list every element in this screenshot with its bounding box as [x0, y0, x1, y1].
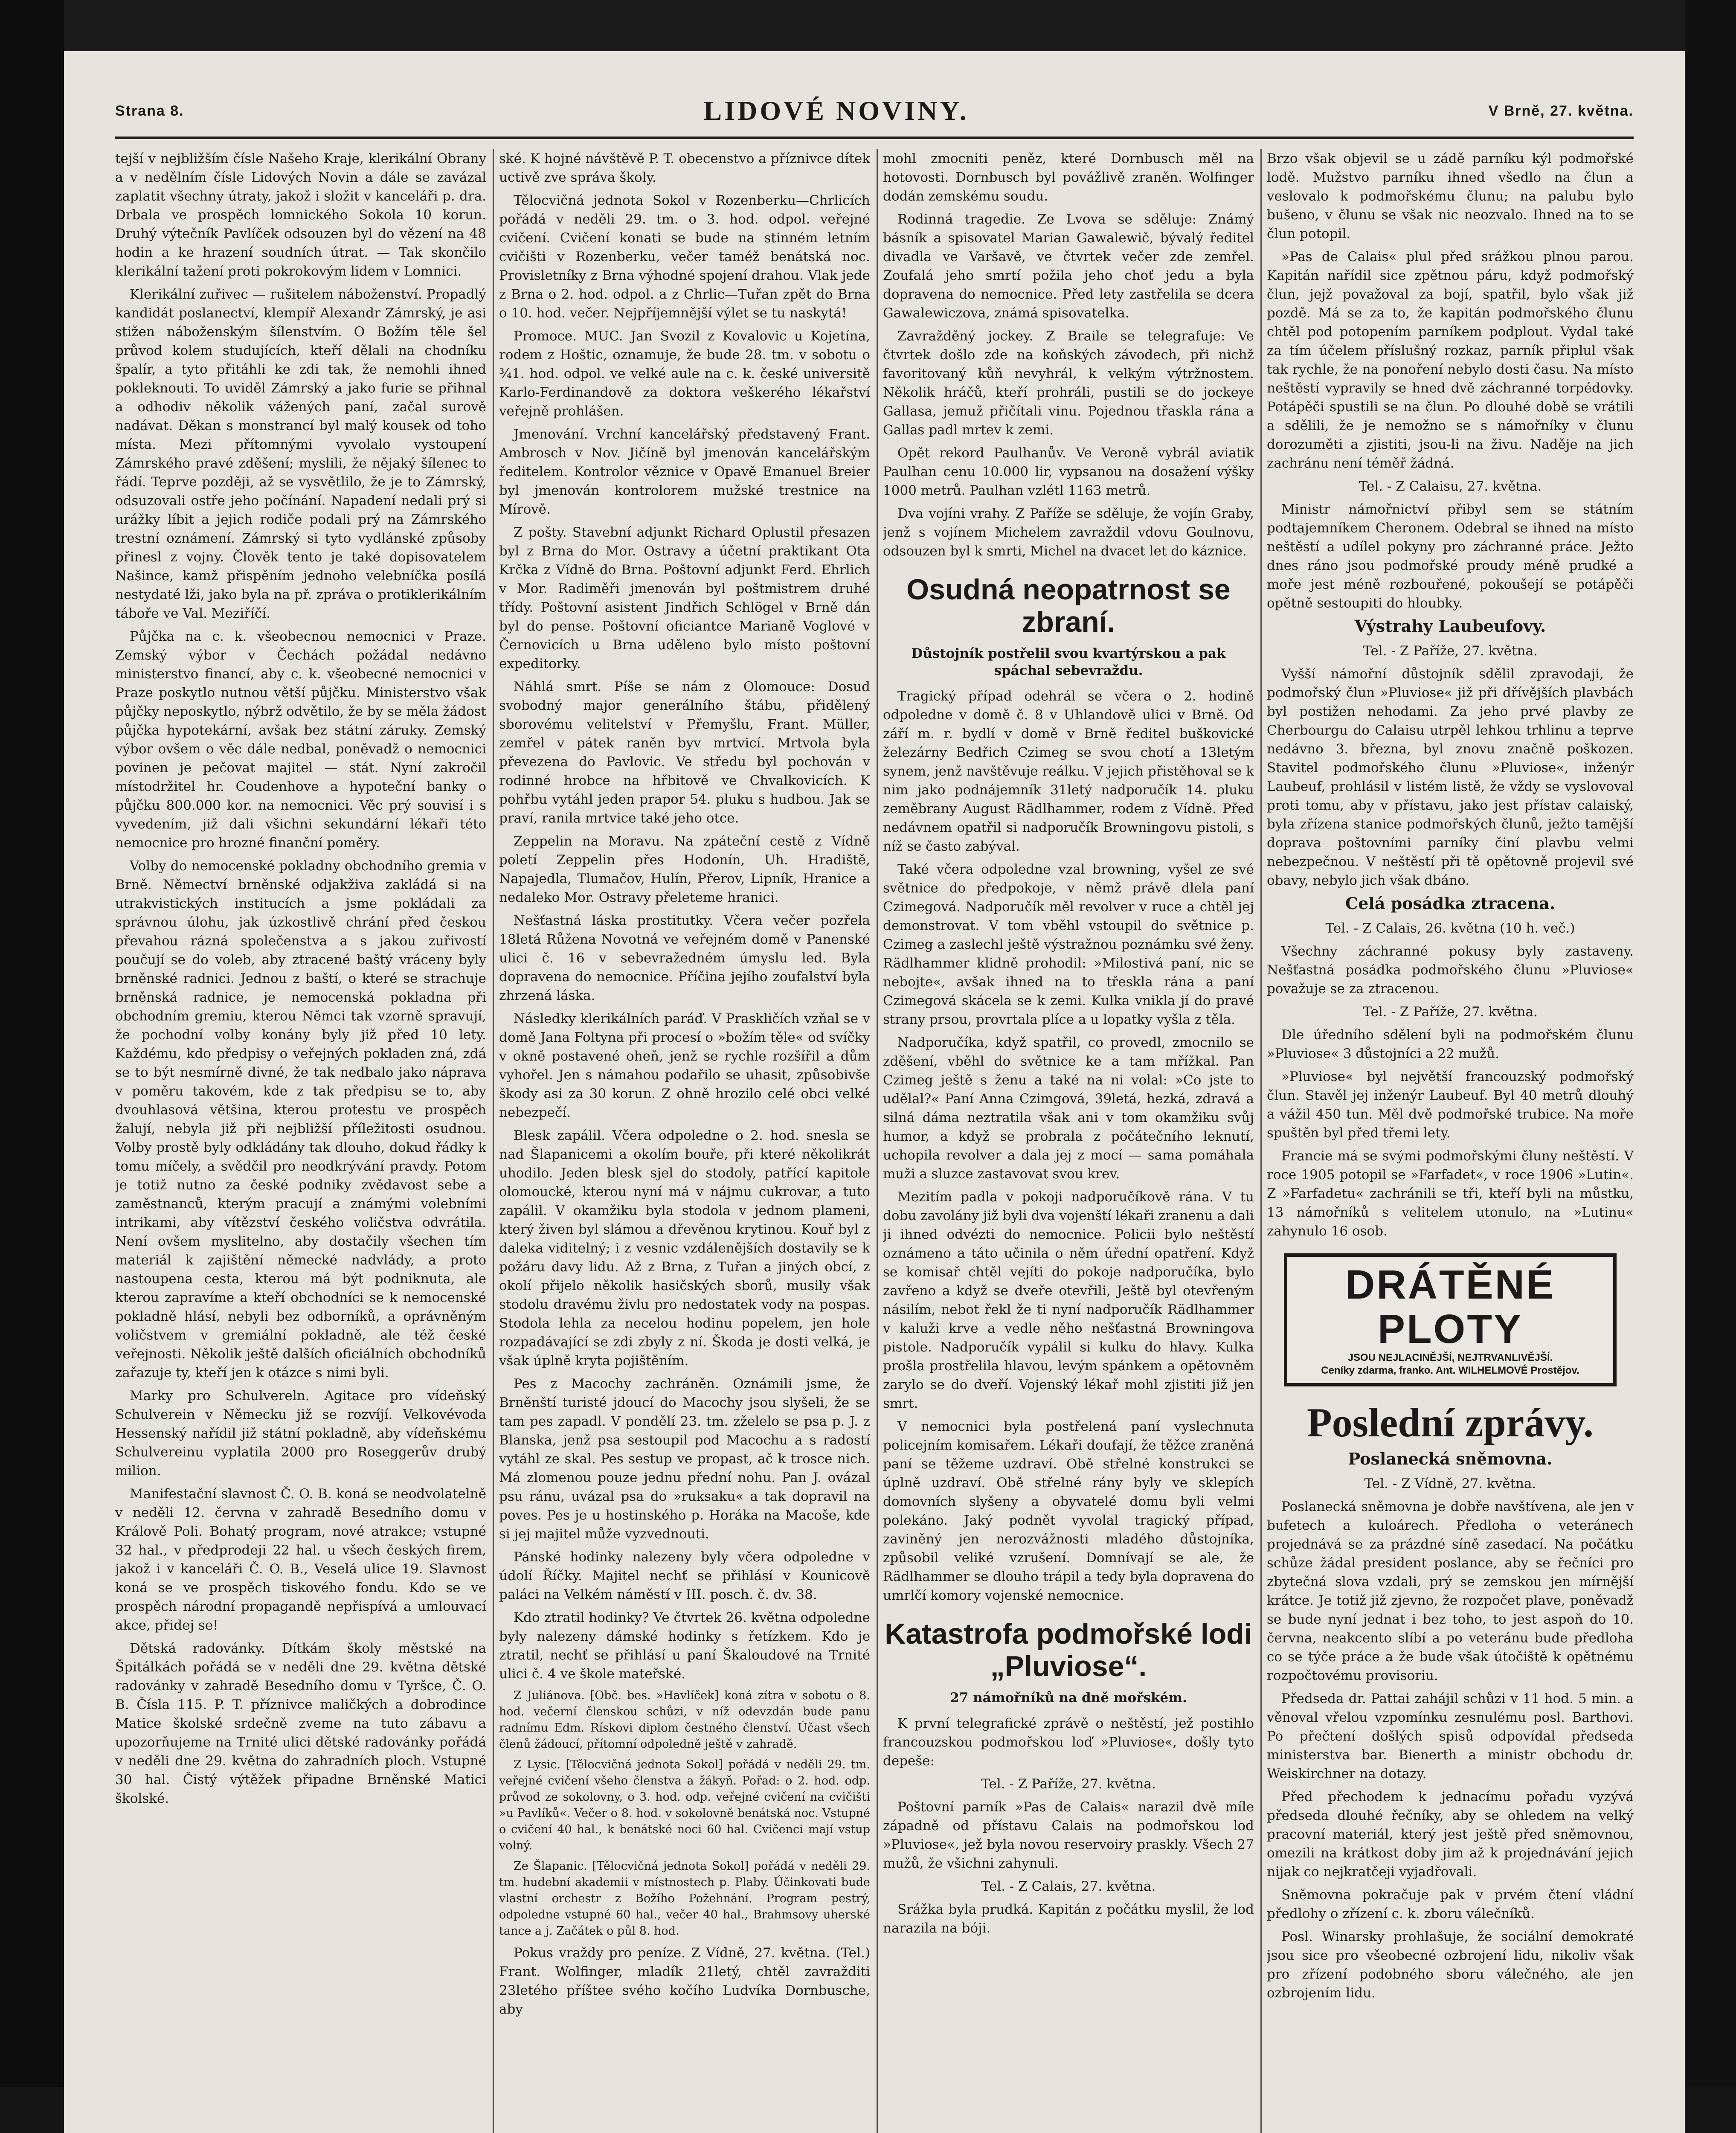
article-paragraph: Pánské hodinky nalezeny byly včera odpoledne v údolí Říčky. Majitel nechť se přihlásí v Kounicově paláci na Velkém náměstí v III. posch. č. dv. 38. [499, 1549, 870, 1602]
column-rule [877, 149, 878, 2133]
article-paragraph: Také včera odpoledne vzal browning, vyšel ze své světnice do předpokoje, v němž právě dlela paní Czimegová. Nadporučík měl revolver v ruce a chtěl jej demonstrovat. V tom vběhl vstoupil do světnice p. Czimeg a zaslechl ještě výstražnou poznámku své ženy. Rädlhammer klidně prohodil: »Milostivá paní, nic se nebojte«, avšak ihned na to třeskla rána a paní Czimegová skácela se k zemi. Kulka vnikla jí do pravé strany prsou, provrtala plíce a u lopatky vyšla z těla. [883, 862, 1254, 1027]
newspaper-title: LIDOVÉ NOVINY. [703, 96, 969, 126]
issue-date: V Brně, 27. května. [1488, 102, 1634, 119]
column-1 [115, 149, 486, 2133]
article-section-title: Výstrahy Laubeufovy. [1354, 616, 1546, 636]
article-paragraph: V nemocnici byla postřelená paní vyslechnuta policejním komisařem. Lékaři doufají, že těžce zraněná paní se těžeme uzdraví. Obě střelné konstrukci se úplně uzdraví. Obě střelné rány byly ve sklepích domovních slyšeny a obyvatelé domu byli velmi polekáno. Jaký podnět vyvolal tragický případ, zaviněný jen nerozvážnosti mladého důstojníka, způsobil veliké vzrušení. Domnívají se ale, že Rädlhammer se dlouho trápil a tedy byla dopravena do umrlčí komory vojenské nemocnice. [883, 1419, 1254, 1603]
article-headline: Osudná neopatrnost se zbraní. [906, 573, 1231, 638]
article-paragraph: Zeppelin na Moravu. Na zpáteční cestě z Vídně poletí Zeppelin přes Hodonín, Uh. Hradiště, Napajedla, Tlumačov, Hulín, Přerov, Lipník, Hranice a nedaleko Mor. Ostravy přeleteme hranici. [499, 834, 870, 905]
article-paragraph: Dle úředního sdělení byli na podmořském člunu »Pluviose« 3 důstojníci a 22 mužů. [1267, 1027, 1634, 1061]
article-paragraph: Francie má se svými podmořskými čluny neštěstí. V roce 1905 potopil se »Farfadet«, v roce 1906 »Lutin«. Z »Farfadetu« zachránili se tři, kteří byli na můstku, 13 námořníků s velitelem utonulo, na »Lutinu« zahynulo 16 osob. [1267, 1148, 1634, 1239]
article-paragraph: Tel. - Z Paříže, 27. května. [1363, 1004, 1538, 1020]
article-paragraph: Brzo však objevil se u zádě parníku kýl podmořské lodě. Mužstvo parníku ihned všedlo na člun a veslovalo k podmořskému člunu; na palubu bylo bušeno, v člunu se však nic neozvalo. Ihned na to se člun potopil. [1267, 151, 1634, 241]
article-paragraph: Manifestační slavnost Č. O. B. koná se neodvolatelně v neděli 12. června v zahradě Besedního domu v Králově Poli. Bohatý program, nové atrakce; vstupné 32 hal., v předprodeji 22 hal. u všech českých firem, jakož i v kanceláři Č. O. B., Veselá ulice 19. Slavnost koná se ve prospěch tiskového fondu. Kdo se ve prospěch národní propagandě nepřispívá a umlouvací akce, přidej se! [115, 1486, 486, 1633]
article-paragraph: Promoce. MUC. Jan Svozil z Kovalovic u Kojetína, rodem z Hoštic, oznamuje, že bude 28. tm. v sobotu o ¾1. hod. odpol. ve velké aule na c. k. české universitě Karlo-Ferdinandově za doktora veškerého lékařství veřejně prohlášen. [499, 328, 870, 419]
page-number: Strana 8. [115, 102, 184, 119]
article-paragraph: Rodinná tragedie. Ze Lvova se sděluje: Známý básník a spisovatel Marian Gawalewič, bývalý ředitel divadla ve Varšavě, ve čtvrtek večer zde zemřel. Zoufalá jeho smrtí požila jeho choť jedu a byla dopravena do nemocnice. Před lety zastřelila se dcera Gawalewiczova, známá spisovatelka. [883, 212, 1254, 321]
article-subheadline: Důstojník postřelil svou kvartýrskou a pak spáchal sebevraždu. [911, 646, 1226, 678]
column-rule [493, 149, 494, 2133]
article-paragraph: Před přechodem k jednacímu pořadu vyzývá předseda dlouhé řečníky, aby se ohledem na velký pracovní materiál, který jest ještě před sněmovnou, omezili na krátkost doby jim až k projednávání jejich nijak co nejkratčeji vyjadřovali. [1267, 1789, 1634, 1880]
article-paragraph: Pes z Macochy zachráněn. Oznámili jsme, že Brněnští turisté jdoucí do Macochy jsou slyšeli, že se tam pes zapadl. V pondělí 23. tm. zželelo se psa p. J. z Blanska, jenž psa sestoupil pod Macochu a s radostí vytáhl ze skal. Pes sestup ve propast, ač k trosce nich. Má zlomenou pouze jednu přední nohu. Pan J. ovázal psu ránu, uvázal psa do »ruksaku« a tak dopravil na poves. Pes je u hostinského p. Horáka na Macoše, kde si jej majitel může vyzvednouti. [499, 1376, 870, 1542]
columns [115, 149, 1634, 2133]
article-paragraph: Jmenování. Vrchní kancelářský představený Frant. Ambrosch v Nov. Jičíně byl jmenován kancelářským ředitelem. Kontrolor věznice v Opavě Emanuel Breier byl jmenován kontrolorem mužské trestnice na Mírově. [499, 427, 870, 517]
article-paragraph: Vyšší námořní důstojník sdělil zpravodaji, že podmořský člun »Pluviose« již při dřívějších plavbách byl postižen nehodami. Za jeho prvé plavby ze Cherbourgu do Calaisu utrpěl lehkou trhlinu a teprve nedávno 3. března, byl znovu značně poškozen. Stavitel podmořského člunu »Pluviose«, inženýr Laubeuf, prohlásil v listém listě, že vždy se vyslovoval proti tomu, aby v přístavu, jako jest přístav calaiský, byla zřízena stanice podmořských člunů, ježto tamější doprava poštovními parníky činí plavbu velmi nebezpečnou. V neštěstí při tě opětovně projevil své obavy, nebylo jich však dbáno. [1267, 666, 1634, 888]
article-paragraph: Pokus vraždy pro peníze. Z Vídně, 27. května. (Tel.) Frant. Wolfinger, mladík 21letý, chtěl zavražditi 23letého příštee svého kočího Ludvíka Dornbusche, aby [499, 1945, 870, 2017]
article-paragraph: Z Juliánova. [Obč. bes. »Havlíček] koná zítra v sobotu o 8. hod. večerní členskou schůzi, v níž odevzdán bude panu radnímu Edm. Rískovi diplom čestného členství. Účast všech členů žádoucí, přítomní odpoledně ještě v zahradě. [499, 1689, 870, 1751]
ad-tagline: JSOU NEJLACINĚJŠÍ, NEJTRVANLIVĚJŠÍ. [1347, 1352, 1553, 1363]
article-paragraph: Ze Šlapanic. [Tělocvičná jednota Sokol] pořádá v neděli 29. tm. hudební akademii v místnostech p. Plaby. Účinkovati bude vlastní orchestr z Božího Požehnání. Program pestrý, odpoledne vstupné 60 hal., večer 40 hal., Brahmsovy uherské tance a j. Začátek o půl 8. hod. [499, 1860, 870, 1938]
article-paragraph: Nešťastná láska prostitutky. Včera večer pozřela 18letá Růžena Novotná ve veřejném domě v Panenské ulici č. 16 v sebevražedném úmyslu led. Byla dopravena do nemocnice. Příčina jejího zoufalství byla zhrzená láska. [499, 913, 870, 1003]
article-paragraph: Z Lysic. [Tělocvičná jednota Sokol] pořádá v neděli 29. tm. veřejné cvičení všeho členstva a žákyň. Pořad: o 2. hod. odp. průvod ze sokolovny, o 3. hod. odp. veřejné cvičení na cvičišti »u Pavlíků«. Večer o 8. hod. v sokolovně benátská noc. Vstupné o cvičení 40 hal., k benátské noci 60 hal. Cvičenci mají vstup volný. [499, 1758, 870, 1852]
article-paragraph: Kdo ztratil hodinky? Ve čtvrtek 26. května odpoledne byly nalezeny dámské hodinky s řetízkem. Kdo je ztratil, nechť se přihlásí u paní Škaloudové na Trnité ulici č. 4 ve škole mateřské. [499, 1610, 870, 1682]
ad-contact: Ceníky zdarma, franko. Ant. WILHELMOVÉ Prostějov. [1321, 1365, 1579, 1376]
article-paragraph: Opět rekord Paulhanův. Ve Veroně vybrál aviatik Paulhan cenu 10.000 lir, vypsanou na dosažení výšky 1000 metrů. Paulhan vzlétl 1163 metrů. [883, 445, 1254, 498]
article-paragraph: Z pošty. Stavební adjunkt Richard Oplustil přesazen byl z Brna do Mor. Ostravy a účetní praktikant Ota Krčka z Vídně do Brna. Poštovní adjunkt Ferd. Ehrlich v Mor. Radiměři jmenován byl poštmistrem druhé třídy. Poštovní asistent Jindřich Schlögel v Brně dán byl do pense. Poštovní oficiantce Marianě Voglové v Černovicích u Brna uděleno bylo místo poštovní expeditorky. [499, 525, 870, 671]
article-paragraph: Tragický případ odehrál se včera o 2. hodině odpoledne v domě č. 8 v Uhlandově ulici v Brně. Od září m. r. bydlí v domě v Brně ředitel buškovické železárny Bedřich Czimeg se svou chotí a 13letým synem, jenž navštěvuje reálku. V jejich přistěhoval se k nim jako podnájemník 31letý nadporučík 14. pluku zeměbrany August Rädlhammer, rodem z Vídně. Před nedávnem opatřil si nadporučík Browningovu pistoli, s níž se často zabýval. [883, 689, 1254, 854]
newspaper-page [64, 51, 1685, 2133]
scan-border-right [1685, 0, 1736, 2133]
article-paragraph: Mezitím padla v pokoji nadporučíkově rána. V tu dobu zavolány již byli dva vojenští lékaři zranenu a dali ji ihned odvézti do nemocnice. Policii bylo neštěstí oznámeno a táto učinila o něm úřední opatření. Když se komisař chtěl vejíti do pokoje nadporučíka, bylo zavřeno a když se dveře otevřili, Ještě byl otevřeným násilím, nebot řekl že ti nyní nadporučík Rädlhammer v kaluži krve a vedle něho nešťastná Browningova pistole. Nadporučík vypálil si kulku do hlavy. Kulka prošla prostřelila hlavou, levým spánkem a opětovněm zarylo se do dveří. Vojenský lékař mohl zjistiti již jen smrt. [883, 1189, 1254, 1411]
article-paragraph: K první telegrafické zprávě o neštěstí, jež postihlo francouzskou podmořskou loď »Pluviose«, došly tyto depeše: [883, 1716, 1254, 1769]
article-paragraph: Poslanecká sněmovna je dobře navštívena, ale jen v bufetech a kuloárech. Předloha o veteránech projednává se za prázdné síně zasedací. Na počátku schůze žádal president poslance, aby se řečníci pro zbytečná slova vzdali, prý se zemskou jen mírnější krátce. Je totiž již zjevno, že rozpočet plave, poněvadž se bude nyní jednat i bez toho, to jest aspoň do 10. června, neakcento slíbí a po veteránu bude předloha co se týče práce a že bude však útočiště k opětnému rozpočtovému provisoriu. [1267, 1499, 1634, 1683]
column-rule [1260, 149, 1262, 2133]
section-headline: Poslední zprávy. [1306, 1400, 1594, 1445]
column-4 [1267, 149, 1634, 2133]
article-paragraph: Předseda dr. Pattai zahájil schůzi v 11 hod. 5 min. a věnoval vřelou vzpomínku zesnulému posl. Barthovi. Po přečtení došlých spisů odpovídal předseda ministerstva bar. Bienerth a ministr obchodu dr. Weiskirchner na dotazy. [1267, 1691, 1634, 1781]
article-paragraph: Volby do nemocenské pokladny obchodního gremia v Brně. Němectví brněnské odjakživa zakládá si na utrakvistických institucích a jsme pokládali za správnou úlohu, jak úzkostlivě chrání před českou převahou rázná společenstva a s jakou zuřivostí poučují se do voleb, aby ztracené baštý vráceny byly brněnské radnici. Jednou z baští, o které se strachuje brněnská radnice, je nemocenská pokladna při obchodním gremiu, kterou Němci tak vzorně spravují, že pochodní volby konány byly již před 10 lety. Každému, kdo předpisy o veřejných pokladen zná, zdá se to být nesmírně divné, že tak nedbalo jako náprava v poměru takovém, kde z tak předpisu se to, aby dvouhlasová většina, kterou protestu ve prospěch žalují, nebyla již při nejbližší příležitosti osudnou. Volby prostě byly odkládány tak dlouho, dokud řádky k tomu míčely, a svědčil pro neodkrývání pravdy. Potom je totiž nutno za české podniky zvědavost sebe a zaměstnanců, kterým pracují a známými volebními intrikami, aby vítězství českého voličstva odvrátila. Není ovšem myslitelno, aby dostačily všechen tím materiál k zajištění německé nadvlády, a proto nastoupena cesta, kterou má být podniknuta, ale kterou zapravíme a kteří obchodníci se k nemocenské pokladně hlásí, nebyli bez odborníků, a oprávněným voličstvem v gremiální pokladně, ale též české veřejnosti. Několik ještě dalších oficiálních obchodníků zařazuje ty, kteří jen k otázce s nimi byli. [115, 858, 486, 1380]
article-paragraph: Tělocvičná jednota Sokol v Rozenberku—Chrlicích pořádá v neděli 29. tm. o 3. hod. odpol. veřejné cvičení. Cvičení konati se bude na stinném letním cvičišti v Rozenberku, večer taméž benátská noc. Provisletníky z Brna výhodné spojení drahou. Vlak jede z Brna o 2. hod. odpol. a z Chrlic—Tuřan zpět do Brna o 10. hod. večer. Nejpříjemnější výlet se tu naskytá! [499, 193, 870, 321]
article-subheadline: 27 námořníků na dně mořském. [950, 1690, 1187, 1706]
article-paragraph: Tel. - Z Calais, 27. května. [981, 1879, 1156, 1894]
article-paragraph: Poštovní parník »Pas de Calais« narazil dvě míle západně od přístavu Calais na podmořskou loď »Pluviose«, jež byla novou reservoiry praskly. Všech 27 mužů, že všichni zahynuli. [883, 1799, 1254, 1871]
article-paragraph: Půjčka na c. k. všeobecnou nemocnici v Praze. Zemský výbor v Čechách požádal nedávno ministerstvo financí, aby c. k. všeobecné nemocnici v Praze poskytlo nutnou větší půjčku. Ministerstvo však půjčky neposkytlo, nýbrž odvětilo, že by se měla žádost půjčka hypotekární, avšak bez státní záruky. Zemský výbor ovšem o věc dále nedbal, poněvadž o nemocnici povinen je pečovat majitel — stát. Nyní zakročil místodržitel hr. Coudenhove a hypoteční banky o půjčku 800.000 kor. na nemocnici. Věc prý souvisí i s vyvedením, již dali všichni sekundární lékaři této nemocnice pro hrozné finanční poměry. [115, 629, 486, 851]
article-paragraph: Tel. - Z Calaisu, 27. května. [1359, 479, 1542, 494]
article-paragraph: Dětská radovánky. Dítkám školy městské na Špitálkách pořádá se v neděli dne 29. května dětské radovánky v zahradě Besedního domu v Tyršce, Č. O. B. Čísla 115. P. T. příznivce maličkých a dobrodince Matice školské srdečně zveme na tuto zábavu a upozorňujeme na Trnité ulici dětské radovánky pořádá v neděli dne 29. května do zahradních ploch. Vstupné 30 hal. Čistý výtěžek připadne Brněnské Matici školské. [115, 1641, 486, 1806]
article-section-title: Poslanecká sněmovna. [1348, 1449, 1553, 1468]
article-paragraph: tejší v nejbližším čísle Našeho Kraje, klerikální Obrany a v nedělním čísle Lidových Novin a dále se zavázal zaplatit všechny útraty, jakož i složit v kanceláři p. dra. Drbala ve prospěch lomnického Sokola 10 korun. Druhý výtečník Pavlíček odsouzen byl do vězení na 48 hodin a ke hrazení soudních útrat. — Tak skončilo klerikální tažení proti pokrokovým lidem v Lomnici. [115, 151, 486, 279]
article-paragraph: Tel. - Z Vídně, 27. května. [1364, 1476, 1536, 1491]
article-paragraph: Marky pro Schulvereln. Agitace pro vídeňský Schulverein v Německu již se rozvíjí. Velkovévoda Hessenský nařídil již státní pokladně, aby vídeňskému Schulvereinu vyplatila 2000 pro Roseggerův drubý milion. [115, 1388, 486, 1479]
article-paragraph: Náhlá smrt. Píše se nám z Olomouce: Dosud svobodný major generálního štábu, přidělený sborovému velitelství v Přemyšlu, Frant. Müller, zemřel v pátek raněn byv mrtvicí. Mrtvola byla převezena do Pavlovic. Ve středu byl pochován v rodinné hrobce na hřbitově ve Chvalkovicích. K pohřbu vytáhl jeden prapor 54. pluku s hudbou. Jak se praví, ranila mrtvice také jeho otce. [499, 679, 870, 826]
article-paragraph: Všechny záchranné pokusy byly zastaveny. Nešťastná posádka podmořského člunu »Pluviose« považuje se za ztracenou. [1267, 944, 1634, 997]
article-paragraph: Tel. - Z Paříže, 27. května. [1363, 643, 1538, 659]
article-paragraph: Klerikální zuřivec — rušitelem náboženství. Propadlý kandidát poslanectví, klempíř Alexandr Zámrský, je asi stižen náboženským šílenstvím. O Božím těle šel průvod kolem studujících, kteří dělali na chodníku špalír, a tyto přitáhli ke zdi tak, že nemohli ihned pokleknouti. To uviděl Zámrský a jako furie se přihnal a odhodiv několik vážených paní, začal surově nadávat. Děkan s monstrancí byl malý kousek od toho místa. Mezi přítomnými vyvolalo vystoupení Zámrského pravé zděšení; myslili, že nějaký šílenec to řádí. Teprve později, až se vysvětlilo, že je to Zámrský, odsuzovali ostře jeho počínání. Napadení nedali prý si urážky líbit a jejich rodiče podali prý na Zámrského trestní oznámení. Zámrský si tyto vydlánské způsoby přinesl z vojny. Člověk tento je také dopisovatelem Našince, kamž přispěním jednoho velebníčka posílá nestydaté lži, jako byla na př. zpráva o protiklerikálním táboře ve Val. Meziříčí. [115, 287, 486, 621]
article-paragraph: »Pas de Calais« plul před srážkou plnou parou. Kapitán nařídil sice zpětnou páru, když podmořský člun, jejž považoval za bojí, spatřil, bylo však již pozdě. Má se za to, že kapitán podmořského člunu chtěl pod potopením parníkem podplout. Vydal také za tím účelem příslušný rozkaz, parník připlul však tak rychle, že na ponoření nebylo dosti času. Na místo neštěstí vypravily se hned dvě záchranné torpédovky. Potápěči spustili se na člun. Po dlouhé době se vrátili a sdělili, že je nemožno se s námořníky v člunu dorozuměti a zjistiti, jsou-li na živu. Naděje na jich zachránu není téměř žádná. [1267, 249, 1634, 471]
article-paragraph: Srážka byla prudká. Kapitán z počátku myslil, že loď narazila na bóji. [883, 1902, 1254, 1936]
scan-border-top [0, 0, 1736, 51]
scan-border-left [0, 0, 64, 2133]
ad-title: DRÁTĚNÉ PLOTY [1345, 1262, 1555, 1352]
article-paragraph: Tel. - Z Paříže, 27. května. [981, 1776, 1156, 1792]
column-3 [883, 149, 1254, 2133]
article-paragraph: Posl. Winarsky prohlašuje, že sociální demokraté jsou sice pro všeobecné ozbrojení lidu, nikoliv však pro zřízení podobného sboru válečného, ale jen ozbrojením lidu. [1267, 1929, 1634, 2001]
advertisement-box [1284, 1253, 1617, 1386]
article-section-title: Celá posádka ztracena. [1345, 894, 1555, 913]
article-headline: Katastrofa podmořské lodi „Pluviose“. [885, 1618, 1252, 1683]
article-paragraph: Dva vojíni vrahy. Z Paříže se sděluje, že vojín Graby, jenž s vojínem Michelem zavraždil vdovu Goulnovu, odsouzen byl k smrti, Michel na dvacet let do káznice. [883, 506, 1254, 559]
article-paragraph: Blesk zapálil. Včera odpoledne o 2. hod. snesla se nad Šlapanicemi a okolím bouře, při které několikrát uhodilo. Jeden blesk sjel do stodoly, patřící kapitole olomoucké, kterou nyní má v nájmu cukrovar, a tuto zapálil. V okamžiku byla stodola v jednom plameni, který živen byl slámou a dřevěnou krytinou. Kouř byl z daleka viditelný; i z vesnic vzdálenějších dostavily se k požáru davy lidu. Až z Brna, z Tuřan a jiných obcí, z okolí přijelo několik hasičských sborů, musily však stodolu dravému živlu pro nedostatek vody na pospas. Stodola lehla za necelou hodinu popelem, jen hole rozpadávající se zdi zbyly z ní. Škoda je dosti velká, je však úplně kryta pojištěním. [499, 1128, 870, 1369]
article-paragraph: Následky klerikálních paráď. V Praskličích vzňal se v domě Jana Foltyna při procesí o »božím těle« od svíčky v okně postavené oheň, jenž se rychle rozšířil a dům vyhořel. Jen s námahou podařilo se uhasit, způsobivše škody asi za 30 korun. Z ohně hrozilo celé obci velké nebezpečí. [499, 1011, 870, 1120]
article-paragraph: Zavražděný jockey. Z Braile se telegrafuje: Ve čtvrtek došlo zde na koňských závodech, při nichž favoritovaný kůň nevyhrál, k velkým výtržnostem. Několik hráčů, kteří prohráli, pustili se do jockeye Gallasa, jemuž přičítali vinu. Pojednou třaskla rána a Gallas padl mrtev k zemi. [883, 328, 1254, 438]
article-paragraph: ské. K hojné návštěvě P. T. obecenstvo a příznivce dítek uctivě zve správa školy. [499, 151, 870, 185]
column-2 [499, 149, 870, 2133]
masthead [115, 85, 1634, 139]
article-paragraph: Nadporučíka, když spatřil, co provedl, zmocnilo se zděšení, vběhl do světnice ke a tam mřížkal. Pan Czimeg ještě s ženu a také na ni volal: »Co jste to udělal?« Paní Anna Czimgová, 39letá, hezká, zdravá a silná dáma neztratila však ani v tom okamžiku svůj humor, a když se probrala z počátečního leknutí, uchopila revolver a dala jej z mocí — sama pomáhala muži a sluzce zastavovat svou krev. [883, 1035, 1254, 1182]
article-paragraph: mohl zmocniti peněz, které Dornbusch měl na hotovosti. Dornbusch byl povážlivě zraněn. Wolfinger dodán zemskému soudu. [883, 151, 1254, 204]
article-paragraph: Sněmovna pokračuje pak v prvém čtení vládní předlohy o zřízení c. k. zboru válečníků. [1267, 1887, 1634, 1921]
article-paragraph: Tel. - Z Calais, 26. května (10 h. več.) [1325, 921, 1575, 936]
article-paragraph: »Pluviose« byl největší francouzský podmořský člun. Stavěl jej inženýr Laubeuf. Byl 40 metrů dlouhý a vážil 450 tun. Měl dvě podmořské trubice. Na moře spuštěn byl před třemi lety. [1267, 1069, 1634, 1141]
article-paragraph: Ministr námořnictví přibyl sem se státním podtajemníkem Cheronem. Odebral se ihned na místo neštěstí a udílel pokyny pro záchranné práce. Ježto dnes ráno jsou podmořské proudy méně prudké a moře jest méně rozbouřené, pokoušejí se potápěči opětně sestoupiti do hloubky. [1267, 502, 1634, 611]
